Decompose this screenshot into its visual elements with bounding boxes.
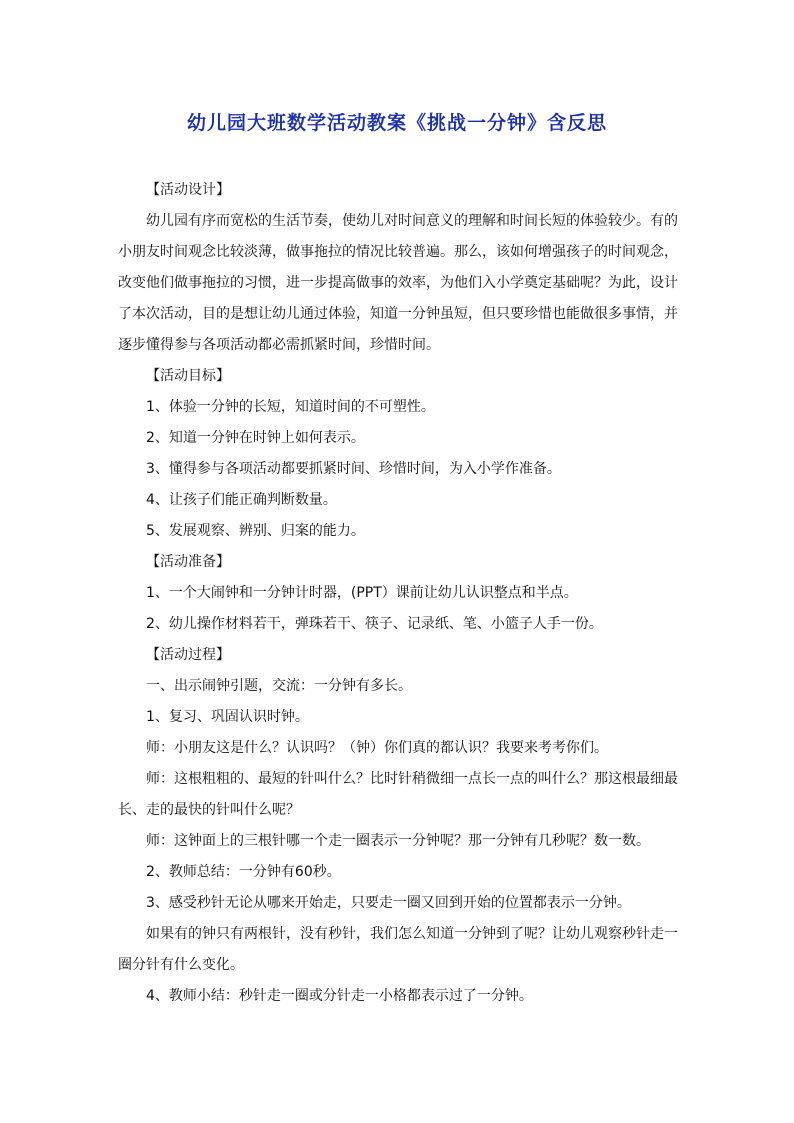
process-step: 师：小朋友这是什么？认识吗？（钟）你们真的都认识？我要来考考你们。 xyxy=(146,740,608,756)
process-step: 如果有的钟只有两根针，没有秒针，我们怎么知道一分钟到了呢？让幼儿观察秒针走一圈分针有什么变化。 xyxy=(118,926,678,973)
goal-item: 3、懂得参与各项活动都要抓紧时间、珍惜时间，为入小学作准备。 xyxy=(146,461,561,477)
process-step: 2、教师总结：一分钟有60秒。 xyxy=(146,864,341,880)
process-step: 师：这根粗粗的、最短的针叫什么？比时针稍微细一点长一点的叫什么？那这根最细最长、走的最快的针叫什么呢？ xyxy=(118,771,678,818)
section-heading-preparation: 【活动准备】 xyxy=(146,554,230,570)
goal-item: 2、知道一分钟在时钟上如何表示。 xyxy=(146,430,365,446)
goal-item: 4、让孩子们能正确判断数量。 xyxy=(146,492,337,508)
process-step: 4、教师小结：秒针走一圈或分针走一小格都表示过了一分钟。 xyxy=(146,988,533,1004)
preparation-item: 2、幼儿操作材料若干，弹珠若干、筷子、记录纸、笔、小篮子人手一份。 xyxy=(146,616,603,632)
process-step: 一、出示闹钟引题，交流：一分钟有多长。 xyxy=(146,678,412,694)
section-heading-design: 【活动设计】 xyxy=(146,182,230,198)
paragraph-design: 幼儿园有序而宽松的生活节奏，使幼儿对时间意义的理解和时间长短的体验较少。有的小朋友时间观念比较淡薄，做事拖拉的情况比较普遍。那么，该如何增强孩子的时间观念，改变他们做事拖拉的习惯，进一步提高做事的效率，为他们入小学奠定基础呢？为此，设计了本次活动，目的是想让幼儿通过体验，知道一分钟虽短，但只要珍惜也能做很多事情，并逐步懂得参与各项活动都必需抓紧时间，珍惜时间。 xyxy=(118,213,678,353)
preparation-item: 1、一个大闹钟和一分钟计时器，(PPT）课前让幼儿认识整点和半点。 xyxy=(146,585,578,601)
document-body xyxy=(118,175,678,1012)
process-step: 师：这钟面上的三根针哪一个走一圈表示一分钟呢？那一分钟有几秒呢？数一数。 xyxy=(146,833,650,849)
goal-item: 1、体验一分钟的长短，知道时间的不可塑性。 xyxy=(146,399,435,415)
process-step: 3、感受秒针无论从哪来开始走，只要走一圈又回到开始的位置都表示一分钟。 xyxy=(146,895,631,911)
process-step: 1、复习、巩固认识时钟。 xyxy=(146,709,309,725)
section-heading-process: 【活动过程】 xyxy=(146,647,230,663)
section-heading-goals: 【活动目标】 xyxy=(146,368,230,384)
document-title: 幼儿园大班数学活动教案《挑战一分钟》含反思 xyxy=(186,112,607,134)
goal-item: 5、发展观察、辨别、归案的能力。 xyxy=(146,523,365,539)
